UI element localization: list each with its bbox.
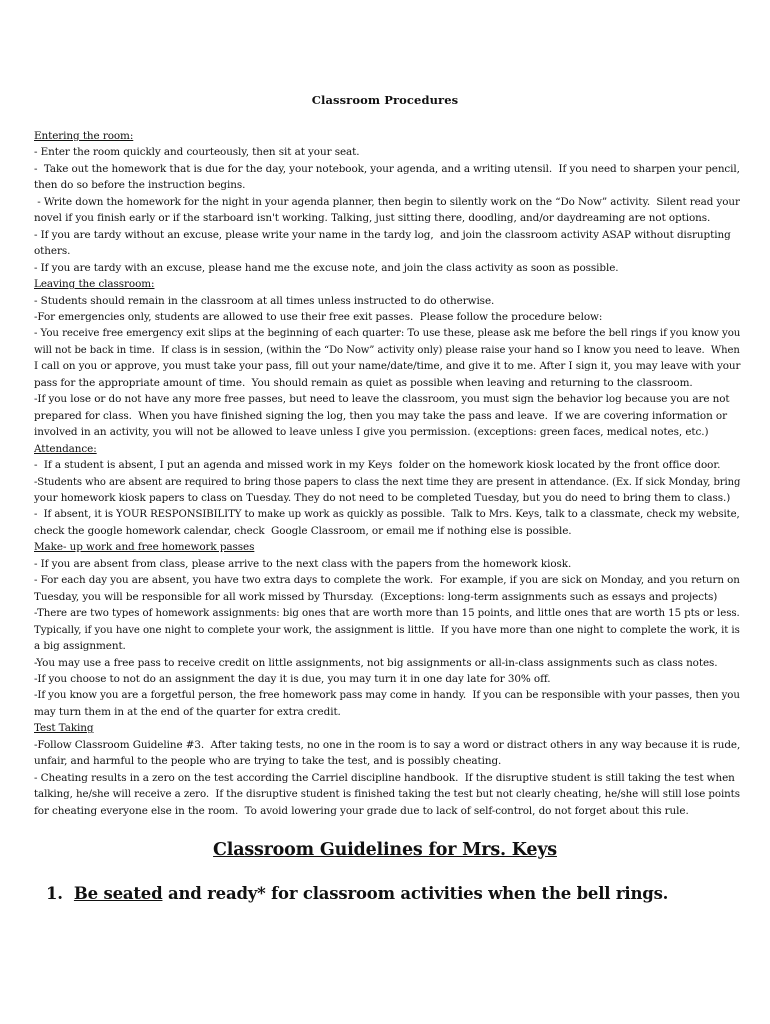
section-heading: Attendance: [34,442,97,455]
section-heading: Entering the room: [34,130,134,142]
body-line: - If a student is absent, I put an agenda and missed work in my Keys folder on the homework kiosk located by the front office door. [34,459,721,472]
section-heading: Make- up work and free homework passes [34,541,255,554]
body-line: pass for the appropriate amount of time. You should remain as quiet as possible when leaving and returning to the classroom. [34,376,693,389]
body-line: - Cheating results in a zero on the test according the Carriel discipline handbook. If the disruptive student is still taking the test when [34,771,735,784]
body-line: Typically, if you have one night to complete your work, the assignment is little. If you have more than one night to complete the work, it is [34,623,740,636]
body-line: check the google homework calendar, check Google Classroom, or email me if nothing else is possible. [34,524,572,537]
body-line: then do so before the instruction begins. [34,179,246,192]
body-line: - Write down the homework for the night in your agenda planner, then begin to silently work on the “Do Now” activity. Silent read your [34,195,740,208]
body-line: will not be back in time. If class is in session, (within the “Do Now” activity only) please raise your hand so I know you need to leave. When [34,343,740,356]
body-line: - Enter the room quickly and courteously, then sit at your seat. [34,146,360,159]
body-line: -Students who are absent are required to bring those papers to class the next time they are present in attendance. (Ex. If sick Monday, bring [34,475,741,488]
body-line: - If you are tardy without an excuse, please write your name in the tardy log, and join the classroom activity ASAP without disrupting [34,228,731,241]
body-line: involved in an activity, you will not be allowed to leave unless I give you permission. (exceptions: green faces, medical notes, etc.) [34,426,709,439]
body-line: -Follow Classroom Guideline #3. After taking tests, no one in the room is to say a word or distract others in any way because it is rude, [34,738,741,751]
section-heading: Leaving the classroom: [34,278,155,291]
body-line: novel if you finish early or if the starboard isn't working. Talking, just sitting there, doodling, and/or daydreaming are not options. [34,212,711,225]
body-line: -If you lose or do not have any more free passes, but need to leave the classroom, you must sign the behavior log because you are not [34,393,730,406]
body-line: for cheating everyone else in the room. To avoid lowering your grade due to lack of self-control, do not forget about this rule. [34,804,689,817]
body-line: a big assignment. [34,640,126,653]
body-line: - You receive free emergency exit slips at the beginning of each quarter: To use these, please ask me before the bell rings if you know you [34,327,741,340]
body-line: - Take out the homework that is due for the day, your notebook, your agenda, and a writing utensil. If you need to sharpen your pencil, [34,162,740,175]
body-line: unfair, and harmful to the people who are trying to take the test, and is possibly cheating. [34,755,502,768]
body-line: I call on you or approve, you must take your pass, fill out your name/date/time, and give it to me. After I sign it, you may leave with your [34,360,741,373]
body-line: - For each day you are absent, you have two extra days to complete the work. For example, if you are sick on Monday, and you return on [34,574,740,587]
body-line: -There are two types of homework assignments: big ones that are worth more than 15 points, and little ones that are worth 15 pts or less. [34,607,740,620]
body-line: your homework kiosk papers to class on Tuesday. They do not need to be completed Tuesday, but you do need to bring them to class.) [34,491,731,504]
body-line: - Students should remain in the classroom at all times unless instructed to do otherwise. [34,294,495,307]
guidelines-title: Classroom Guidelines for Mrs. Keys [213,840,557,860]
rule-underlined-text: Be seated [73,884,163,903]
rule-text: and ready* for classroom activities when the bell rings. [162,884,669,903]
body-line: - If you are absent from class, please arrive to the next class with the papers from the homework kiosk. [34,557,572,570]
body-line: - If you are tardy with an excuse, please hand me the excuse note, and join the class activity as soon as possible. [34,261,619,274]
body-line: -For emergencies only, students are allowed to use their free exit passes. Please follow the procedure below: [34,310,603,323]
document-title: Classroom Procedures [311,93,459,107]
body-line: - If absent, it is YOUR RESPONSIBILITY to make up work as quickly as possible. Talk to Mrs. Keys, talk to a classmate, check my website, [34,508,740,521]
guideline-rule-1 [46,884,668,903]
body-line: Tuesday, you will be responsible for all work missed by Thursday. (Exceptions: long-term assignments such as essays and projects) [34,590,718,603]
section-heading: Test Taking [34,722,94,735]
body-line: others. [34,245,71,258]
rule-number: 1. [46,884,63,903]
body-line: may turn them in at the end of the quarter for extra credit. [34,705,341,718]
body-line: talking, he/she will receive a zero. If the disruptive student is finished taking the test but not clearly cheating, he/she will still lose points [34,788,740,801]
body-line: -You may use a free pass to receive credit on little assignments, not big assignments or all-in-class assignments such as class notes. [34,656,718,669]
body-line: -If you choose to not do an assignment the day it is due, you may turn it in one day late for 30% off. [34,672,551,685]
procedures-body [34,128,740,819]
body-line: -If you know you are a forgetful person, the free homework pass may come in handy. If you can be responsible with your passes, then you [34,689,740,702]
body-line: prepared for class. When you have finished signing the log, then you may take the pass and leave. If we are covering information or [34,409,727,422]
